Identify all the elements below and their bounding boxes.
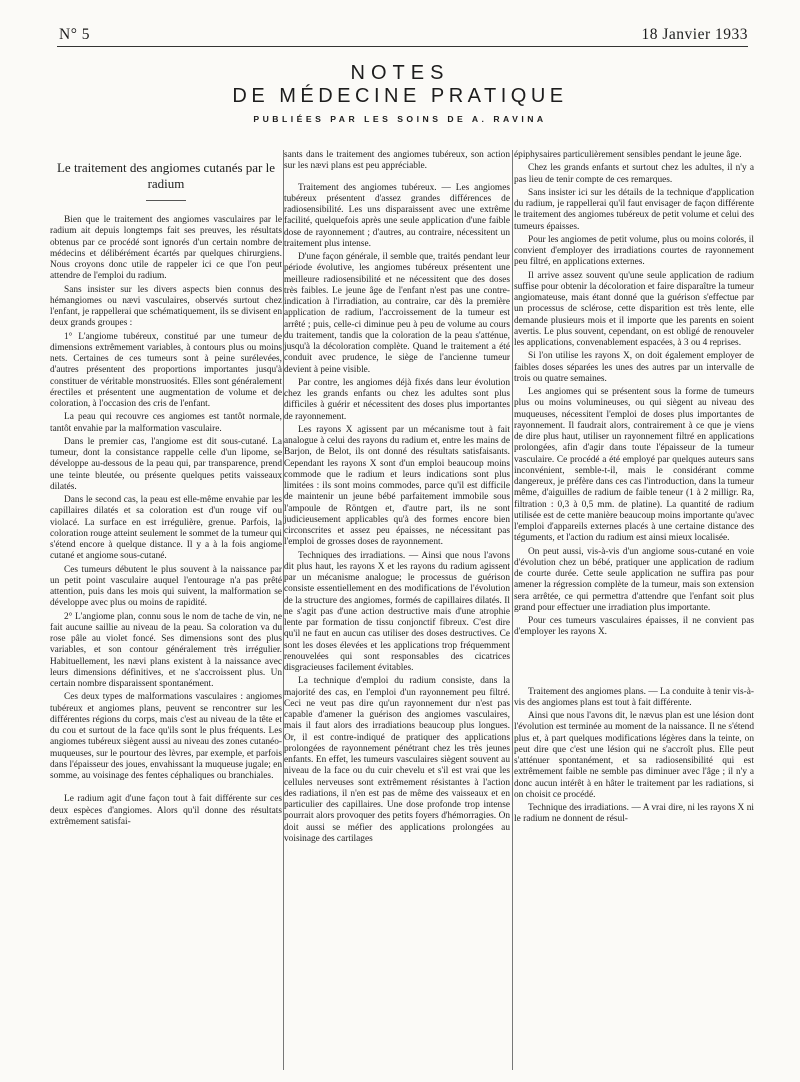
paragraph: La peau qui recouvre ces angiomes est tantôt normale, tantôt envahie par la malformation vasculaire. [50, 412, 282, 434]
paragraph: Pour les angiomes de petit volume, plus ou moins colorés, il convient d'employer des irradiations courtes de rayonnement peu filtré, en applications externes. [514, 234, 754, 268]
paragraph: Ces deux types de malformations vasculaires : angiomes tubéreux et angiomes plans, peuvent se rencontrer sur les différentes régions du corps, mais c'est au niveau de la tête et du cou et surtout de la face qu'ils sont le plus fréquents. Les angiomes tubéreux siègent aussi au niveau des zones cutanéo-muqueuses, sur le pourtour des lèvres, par exemple, et parfois dans l'épaisseur des joues, envahissant la muqueuse jugale; en somme, au voisinage des fentes céphaliques ou branchiales. [50, 692, 282, 781]
section-heading-paragraph: Traitement des angiomes tubéreux. — Les angiomes tubéreux présentent d'assez grandes différences de radiosensibilité. Les uns disparaissent avec une extrême facilité, quelquefois après une seule application d'une faible dose de rayonnement ; d'autres, au contraire, nécessitent un traitement plus intense. [284, 182, 510, 249]
paragraph: Bien que le traitement des angiomes vasculaires par le radium ait depuis longtemps fait ses preuves, les résultats obtenus par ce procédé sont ignorés d'un certain nombre de médecins et délibérément écartés par quelques chirurgiens. Nous croyons donc utile de rappeler ici ce que l'on peut attendre de l'emploi du radium. [50, 215, 282, 282]
article-title: Le traitement des angiomes cutanés par le radium [56, 160, 276, 191]
paragraph: Technique des irradiations. — A vrai dire, ni les rayons X ni le radium ne donnent de résul- [514, 803, 754, 825]
masthead-line-2: DE MÉDECINE PRATIQUE [232, 85, 568, 107]
header-rule [57, 46, 748, 47]
issue-number: N° 5 [59, 26, 91, 43]
paragraph: 2° L'angiome plan, connu sous le nom de tache de vin, ne fait aucune saillie au niveau de la peau. Sa coloration va du rose pâle au violet foncé. Ses dimensions sont des plus variables, et son contour généralement très irrégulier. Habituellement, les nævi plans existent à la naissance avec leurs dimensions définitives, et ne s'accroissent plus. Un certain nombre disparaissent spontanément. [50, 611, 282, 689]
paragraph: Ces tumeurs débutent le plus souvent à la naissance par un petit point vasculaire auquel l'entourage n'a pas prêté attention, puis dans les mois qui suivent, la malformation se développe avec plus ou moins de rapidité. [50, 564, 282, 609]
paragraph: D'une façon générale, il semble que, traités pendant leur période évolutive, les angiomes tubéreux présentent une meilleure radiosensibilité et ne nécessitent que des doses très faibles. Le jeune âge de l'enfant n'est pas une contre-indication à l'irradiation, au contraire, car dès la première application de radium, l'accroissement de la tumeur est arrêté ; puis, celle-ci diminue peu à peu de volume au cours du traitement, tandis que la coloration de la peau s'atténue, jusqu'à la décoloration complète. Quand le traitement a été conduit avec prudence, le siège de l'ancienne tumeur devient à peine visible. [284, 252, 510, 375]
paragraph: sants dans le traitement des angiomes tubéreux, son action sur les nævi plans est peu appréciable. [284, 150, 510, 172]
paragraph: Pour ces tumeurs vasculaires épaisses, il ne convient pas d'employer les rayons X. [514, 616, 754, 638]
paragraph: Par contre, les angiomes déjà fixés dans leur évolution chez les grands enfants ou chez les adultes sont plus difficiles à guérir et nécessitent des doses plus importantes de rayonnement. [284, 377, 510, 422]
paragraph: Chez les grands enfants et surtout chez les adultes, il n'y a pas lieu de tenir compte de ces remarques. [514, 163, 754, 185]
paragraph: Si l'on utilise les rayons X, on doit également employer de faibles doses séparées les unes des autres par un intervalle de trois ou quatre semaines. [514, 351, 754, 384]
paragraph: 1° L'angiome tubéreux, constitué par une tumeur de dimensions extrêmement variables, à contours plus ou moins nets. Certaines de ces tumeurs sont à peine surélevées, d'autres présentent des proportions importantes jusqu'à constituer de véritable monstruosités. Elles sont généralement érectiles et présentent une augmentation de volume et de coloration, à l'occasion des cris de l'enfant. [50, 331, 282, 409]
paragraph: La technique d'emploi du radium consiste, dans la majorité des cas, en l'emploi d'un rayonnement peu filtré. Ceci ne veut pas dire qu'un rayonnement dur n'est pas capable d'amener la guérison des angiomes vasculaires, mais il faut alors des irradiations beaucoup plus longues. Or, il est contre-indiqué de pratiquer des applications prolongées de rayonnement pénétrant chez les très jeunes enfants. En effet, les tumeurs vasculaires siègent souvent au niveau de la face ou du cuir chevelu et s'il est vrai que les cellules nerveuses sont extrêmement résistantes à l'action des radiations, il n'en est pas de même des vaisseaux et en particulier des capillaires. Une dose profonde trop intense pourrait alors provoquer des petits foyers d'hémorragies. On doit aussi se méfier des applications prolongées au voisinage des cartilages [284, 676, 510, 844]
paragraph: Il arrive assez souvent qu'une seule application de radium suffise pour obtenir la décoloration et faire disparaître la tumeur angiomateuse, mais étant donné que la guérison s'effectue par un processus de sclérose, cette disparition est très lente, elle demande plusieurs mois et il importe que les parents en soient avertis. Le plus souvent, cependant, on est obligé de renouveler les applications, convenablement espacées, à 3 ou 4 reprises. [514, 270, 754, 348]
column-2 [284, 150, 510, 847]
paragraph: Dans le second cas, la peau est elle-même envahie par les capillaires dilatés et sa coloration est d'un rouge vif ou violacé. La surface en est irrégulière, grenue. Parfois, la coloration rouge atteint seulement le sommet de la tumeur qui s'étend encore à quelque distance. Il y a à la fois angiome cutané et angiome sous-cutané. [50, 495, 282, 562]
issue-date: 18 Janvier 1933 [641, 26, 748, 43]
paragraph: Les angiomes qui se présentent sous la forme de tumeurs plus ou moins volumineuses, ou qui siègent au niveau des muqueuses, nécessitent l'emploi de doses plus importantes de rayonnement. Il faudrait alors, contrairement à ce que je viens de dire plus haut, utiliser un rayonnement filtré en applications prolongées, afin d'agir dans toute l'épaisseur de la tumeur vasculaire. Ce procédé a été employé par quelques auteurs sans inconvénient, semble-t-il, mais le considérant comme dangereux, je préfère dans ces cas l'introduction, dans la tumeur même, d'aiguilles de radium de faible teneur (1 à 2 milligr. Ra, filtration : 0,3 à 0,5 mm. de platine). La quantité de radium utilisée est de cette manière beaucoup moins importante qu'avec l'emploi d'appareils externes placés à une certaine distance des téguments, et l'action du radium est ainsi mieux localisée. [514, 387, 754, 544]
paragraph: Sans insister ici sur les détails de la technique d'application du radium, je rappellerai qu'il faut envisager de façon différente le traitement des angiomes tubéreux de petit volume et celui des tumeurs épaisses. [514, 187, 754, 232]
section-heading-paragraph: Traitement des angiomes plans. — La conduite à tenir vis-à-vis des angiomes plans est tout à fait différente. [514, 686, 754, 708]
paragraph: Dans le premier cas, l'angiome est dit sous-cutané. La tumeur, dont la consistance rappelle celle d'un lipome, se développe au-dessous de la peau qui, par transparence, prend une teinte bleutée, ou présente quelques petits vaisseaux dilatés. [50, 436, 282, 492]
masthead-byline: PUBLIÉES PAR LES SOINS DE A. RAVINA [253, 114, 547, 124]
paragraph: On peut aussi, vis-à-vis d'un angiome sous-cutané en voie d'évolution chez un bébé, pratiquer une application de radium de courte durée. Cette seule application ne suffira pas pour amener la régression complète de la tumeur, mais son extension sera arrêtée, ce qui permettra d'attendre que l'enfant soit plus grand pour effectuer une irradiation plus importante. [514, 546, 754, 613]
title-rule [146, 200, 186, 201]
paragraph: Sans insister sur les divers aspects bien connus des hémangiomes ou nævi vasculaires, observés surtout chez l'enfant, je rappellerai que schématiquement, ils se divisent en deux grands groupes : [50, 284, 282, 329]
column-divider-2 [512, 150, 513, 1070]
masthead-line-1: NOTES [350, 62, 450, 84]
column-1 [50, 160, 282, 830]
paragraph: épiphysaires particulièrement sensibles pendant le jeune âge. [514, 150, 742, 160]
paragraph: Techniques des irradiations. — Ainsi que nous l'avons dit plus haut, les rayons X et les rayons du radium agissent par un mécanisme analogue; le processus de guérison consiste essentiellement en des modifications de l'évolution de la structure des angiomes, formés de capillaires dilatés. Il ne s'agit pas d'une action destructive mais d'une atrophie lente par formation de tissu conjonctif fibreux. C'est dire qu'il ne faut en aucun cas utiliser des doses destructives. Ce sont les doses élevées et les applications trop fréquemment renouvelées qui sont responsables des cicatrices disgracieuses facilement évitables. [284, 550, 510, 673]
paragraph: Les rayons X agissent par un mécanisme tout à fait analogue à celui des rayons du radium et, entre les mains de Barjon, de Belot, ils ont donné des résultats satisfaisants. Cependant les rayons X sont d'un emploi beaucoup moins commode que le radium et leurs indications sont plus limitées : ils sont moins commodes, parce qu'il est difficile de maintenir un jeune bébé parfaitement immobile sous l'ampoule de Röntgen et, d'autre part, ils ne sont judicieusement applicables qu'à des formes encore bien circonscrites et assez peu épaisses, ne nécessitant pas l'emploi de grosses doses de rayonnement. [284, 424, 510, 548]
paragraph: Le radium agit d'une façon tout à fait différente sur ces deux espèces d'angiomes. Alors qu'il donne des résultats extrêmement satisfai- [50, 794, 282, 827]
column-3 [514, 150, 754, 828]
paragraph: Ainsi que nous l'avons dit, le nævus plan est une lésion dont l'évolution est terminée au moment de la naissance. Il ne s'étend plus et, à part quelques modifications légères dans la teinte, on peut dire que c'est une lésion qui ne s'accroît plus. Elle peut s'atténuer spontanément, et sa radiosensibilité qui est extrêmement faible ne semble pas diminuer avec l'âge ; il n'y a donc aucun intérêt à en hâter le traitement par les radiations, si on choisit ce procédé. [514, 711, 754, 800]
